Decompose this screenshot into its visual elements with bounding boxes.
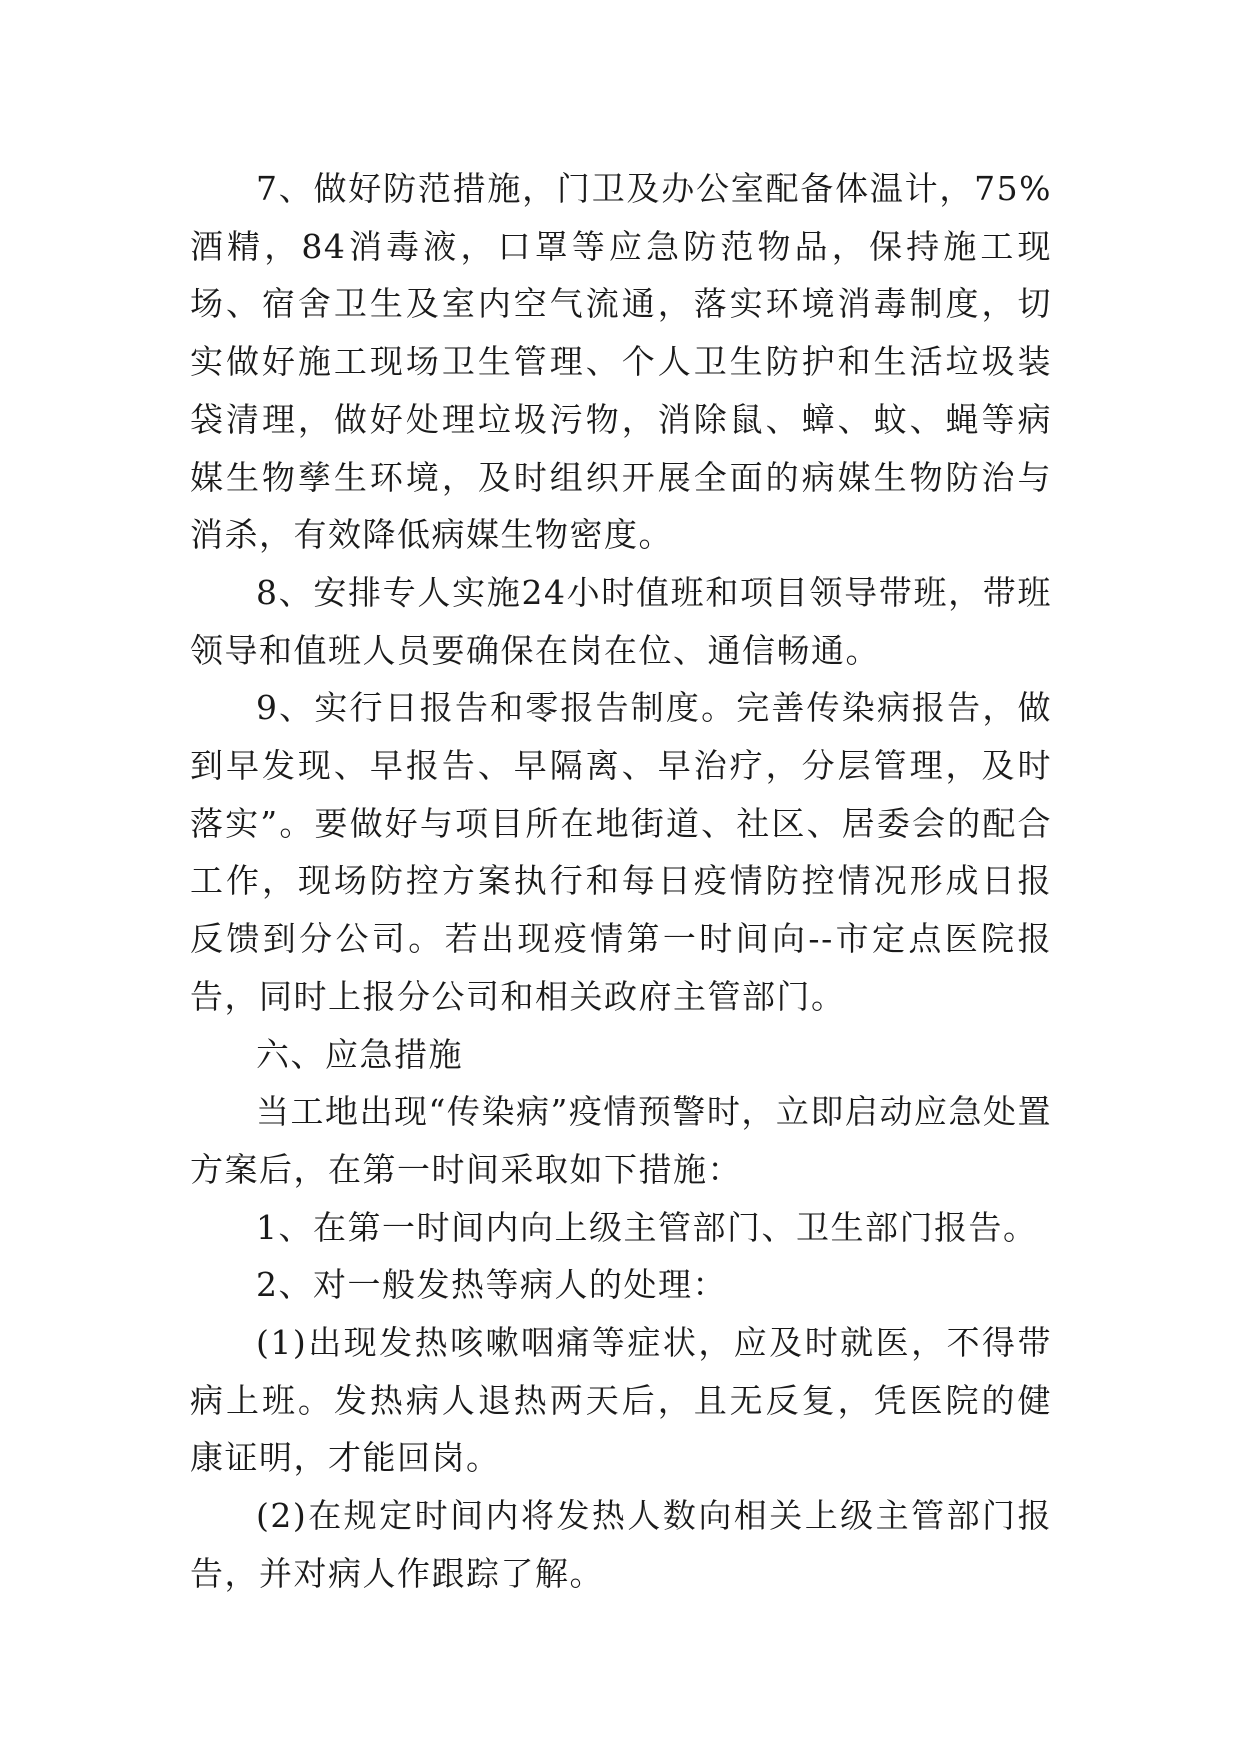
paragraph-measure-1: 1、在第一时间内向上级主管部门、卫生部门报告。: [256, 1207, 1038, 1247]
paragraph-item-7: 7、做好防范措施，门卫及办公室配备体温计，75%酒精，84消毒液，口罩等应急防范物品，保持施工现场、宿舍卫生及室内空气流通，落实环境消毒制度，切实做好施工现场卫生管理、个人卫生防护和生活垃圾装袋清理，做好处理垃圾污物，消除鼠、蟑、蚊、蝇等病媒生物孳生环境，及时组织开展全面的病媒生物防治与消杀，有效降低病媒生物密度。: [190, 169, 1052, 555]
paragraph-subitem-1: (1)出现发热咳嗽咽痛等症状，应及时就医，不得带病上班。发热病人退热两天后，且无反复，凭医院的健康证明，才能回岗。: [190, 1323, 1052, 1478]
paragraph-epidemic-warning: 当工地出现“传染病”疫情预警时，立即启动应急处置方案后，在第一时间采取如下措施：: [190, 1092, 1052, 1189]
paragraph-item-8: 8、安排专人实施24小时值班和项目领导带班，带班领导和值班人员要确保在岗在位、通信畅通。: [190, 572, 1052, 670]
paragraph-item-9: 9、实行日报告和零报告制度。完善传染病报告，做到早发现、早报告、早隔离、早治疗，分层管理，及时落实”。要做好与项目所在地街道、社区、居委会的配合工作，现场防控方案执行和每日疫情防控情况形成日报反馈到分公司。若出现疫情第一时间向--市定点医院报告，同时上报分公司和相关政府主管部门。: [190, 688, 1052, 1016]
document-body: [190, 160, 1052, 1603]
section-heading-emergency-measures: 六、应急措施: [256, 1034, 463, 1074]
paragraph-subitem-2: (2)在规定时间内将发热人数向相关上级主管部门报告，并对病人作跟踪了解。: [190, 1496, 1052, 1593]
paragraph-measure-2: 2、对一般发热等病人的处理：: [256, 1265, 727, 1305]
